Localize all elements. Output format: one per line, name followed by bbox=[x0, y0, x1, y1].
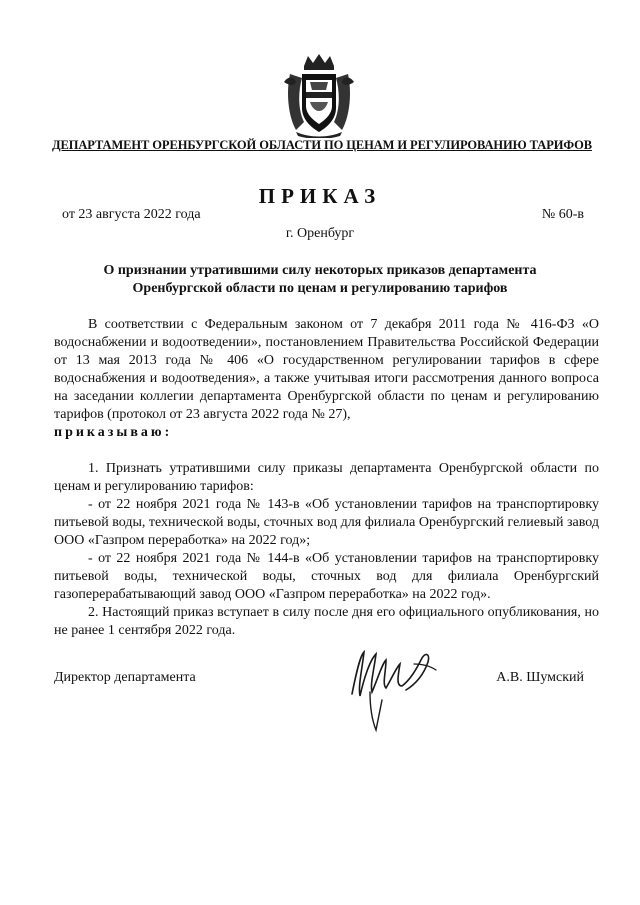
signature-icon bbox=[330, 634, 450, 734]
document-date: от 23 августа 2022 года bbox=[62, 207, 201, 222]
subject-line-2: Оренбургской области по ценам и регулированию тарифов bbox=[132, 281, 508, 296]
coat-of-arms-icon bbox=[282, 52, 356, 138]
order-word-text: приказываю: bbox=[54, 425, 173, 440]
item-1a-paragraph: - от 22 ноября 2021 года № 143-в «Об установлении тарифов на транспортировку питьевой воды, технической воды, сточных вод для филиала Оренбургский гелиевый завод ООО «Газпром переработка» на 2022 год»; bbox=[54, 497, 599, 548]
item-1-paragraph: 1. Признать утратившими силу приказы департамента Оренбургской области по ценам и регулированию тарифов: bbox=[54, 461, 599, 494]
preamble-paragraph: В соответствии с Федеральным законом от 7 декабря 2011 года № 416-ФЗ «О водоснабжении и водоотведении», постановлением Правительства Российской Федерации от 13 мая 2013 года № 406 «О государственном регулировании тарифов в сфере водоснабжения и водоотведения», а также учитывая итоги рассмотрения данного вопроса на заседании коллегии департамента Оренбургской области по ценам и регулированию тарифов (протокол от 23 августа 2022 года № 27), bbox=[54, 317, 599, 422]
document-body bbox=[54, 316, 599, 640]
document-city: г. Оренбург bbox=[285, 226, 355, 241]
signatory-position: Директор департамента bbox=[54, 670, 196, 685]
document-number: № 60-в bbox=[541, 207, 584, 222]
item-2-paragraph: 2. Настоящий приказ вступает в силу после дня его официального опубликования, но не ранее 1 сентября 2022 года. bbox=[54, 605, 599, 638]
order-word bbox=[54, 424, 599, 442]
document-subject bbox=[70, 262, 570, 298]
item-1b-paragraph: - от 22 ноября 2021 года № 144-в «Об установлении тарифов на транспортировку питьевой воды, технической воды, сточных вод для филиала Оренбургский газоперерабатывающий завод ООО «Газпром переработка» на 2022 год». bbox=[54, 551, 599, 602]
spacer bbox=[54, 442, 599, 460]
department-name: ДЕПАРТАМЕНТ ОРЕНБУРГСКОЙ ОБЛАСТИ ПО ЦЕНАМ И РЕГУЛИРОВАНИЮ ТАРИФОВ bbox=[51, 138, 593, 152]
subject-line-1: О признании утратившими силу некоторых приказов департамента bbox=[103, 263, 537, 278]
document-type-title: ПРИКАЗ bbox=[258, 184, 382, 208]
signatory-name: А.В. Шумский bbox=[496, 670, 584, 685]
